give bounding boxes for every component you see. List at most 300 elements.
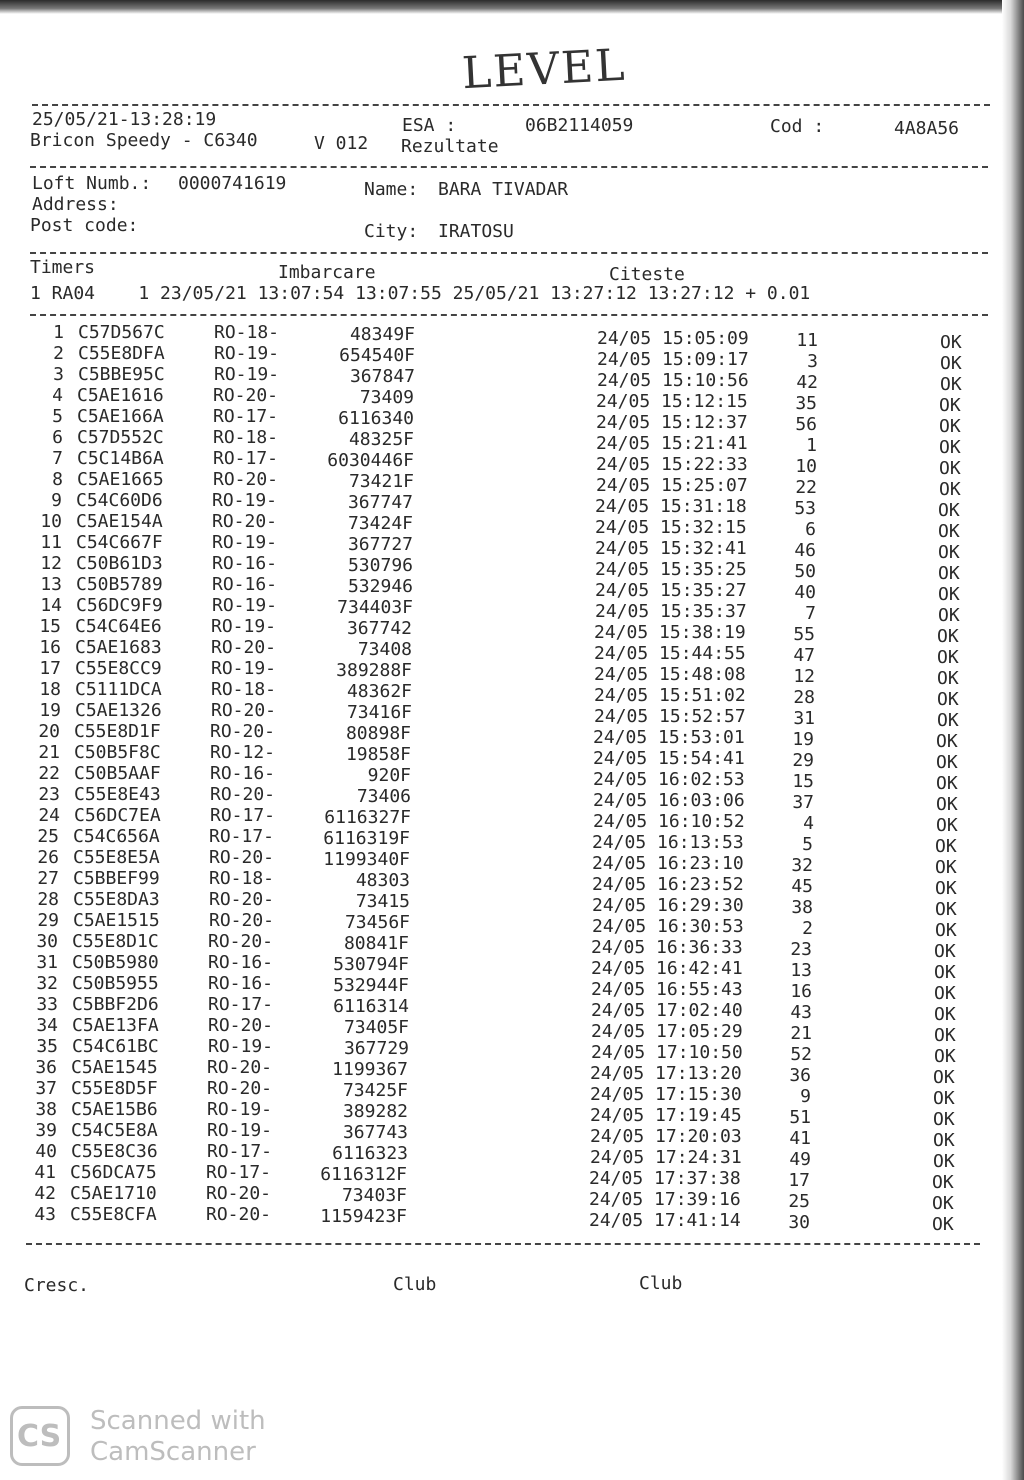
arrival-time: 24/05 17:02:40 [591, 1000, 743, 1021]
ring-code: C54C60D6 [76, 490, 163, 511]
ring-code: C5AE1326 [75, 700, 162, 721]
ring-code: C5AE1545 [71, 1057, 158, 1078]
table-row [0, 490, 998, 521]
arrival-time: 24/05 16:30:53 [592, 916, 744, 937]
ring-code: C5AE13FA [72, 1015, 159, 1036]
ring-prefix: RO-16- [210, 763, 276, 784]
ring-code: C55E8CC9 [75, 658, 162, 679]
table-row [0, 406, 999, 437]
ring-number: 73425F [342, 1080, 408, 1101]
ring-code: C56DC7EA [74, 805, 161, 826]
arrival-time: 24/05 16:29:30 [592, 895, 744, 916]
ring-prefix: RO-19- [207, 1120, 273, 1141]
arrival-time: 24/05 15:38:19 [594, 622, 746, 643]
footer-club: Club [639, 1273, 683, 1294]
rank: 9 [800, 1086, 811, 1107]
status: OK [936, 794, 958, 815]
ring-number: 80841F [343, 933, 409, 954]
row-number: 38 [35, 1099, 57, 1120]
ring-prefix: RO-18- [209, 868, 275, 889]
row-number: 43 [34, 1204, 56, 1225]
table-row [0, 763, 996, 794]
rank: 25 [788, 1191, 810, 1212]
status: OK [938, 500, 960, 521]
ring-prefix: RO-17- [207, 1141, 273, 1162]
ring-number: 6116314 [333, 996, 409, 1017]
table-row [0, 994, 994, 1025]
rank: 28 [793, 687, 815, 708]
status: OK [934, 962, 956, 983]
row-number: 41 [34, 1162, 56, 1183]
row-number: 40 [35, 1141, 57, 1162]
ring-prefix: RO-20- [212, 511, 278, 532]
status: OK [939, 395, 961, 416]
status: OK [932, 1172, 954, 1193]
arrival-time: 24/05 15:05:09 [597, 328, 749, 349]
arrival-time: 24/05 15:10:56 [597, 370, 749, 391]
ring-prefix: RO-20- [206, 1204, 272, 1225]
report-datetime: 25/05/21-13:28:19 [32, 109, 217, 130]
status: OK [940, 353, 962, 374]
ring-prefix: RO-17- [208, 994, 274, 1015]
table-row [0, 721, 996, 752]
table-row [0, 364, 1000, 395]
rank: 49 [789, 1149, 811, 1170]
ring-code: C54C656A [73, 826, 160, 847]
ring-prefix: RO-20- [210, 721, 276, 742]
rank: 35 [795, 393, 817, 414]
rank: 13 [790, 960, 812, 981]
ring-prefix: RO-12- [210, 742, 276, 763]
status: OK [933, 1130, 955, 1151]
arrival-time: 24/05 17:37:38 [589, 1168, 741, 1189]
rank: 1 [806, 435, 817, 456]
rank: 19 [792, 729, 814, 750]
ring-number: 73421F [348, 471, 414, 492]
status: OK [935, 836, 957, 857]
status: OK [937, 710, 959, 731]
status: OK [940, 374, 962, 395]
table-row [0, 343, 1000, 374]
status: OK [936, 731, 958, 752]
table-row [0, 1183, 992, 1214]
status: OK [938, 563, 960, 584]
rank: 29 [792, 750, 814, 771]
results-label: Rezultate [401, 136, 499, 157]
watermark-line2: CamScanner [90, 1437, 256, 1467]
rank: 7 [805, 603, 816, 624]
arrival-time: 24/05 15:52:57 [594, 706, 746, 727]
ring-number: 367727 [347, 534, 413, 555]
ring-number: 48325F [348, 429, 414, 450]
arrival-time: 24/05 16:02:53 [593, 769, 745, 790]
table-row [0, 511, 998, 542]
ring-number: 73415 [355, 891, 410, 912]
status: OK [934, 941, 956, 962]
ring-code: C5C14B6A [77, 448, 164, 469]
ring-code: C5AE1616 [77, 385, 164, 406]
table-row [0, 1015, 994, 1046]
arrival-time: 24/05 16:23:10 [592, 853, 744, 874]
ring-code: C55E8D1C [72, 931, 159, 952]
rank: 32 [791, 855, 813, 876]
status: OK [938, 605, 960, 626]
cod-value: 4A8A56 [894, 118, 960, 139]
ring-code: C54C64E6 [75, 616, 162, 637]
rank: 43 [790, 1002, 812, 1023]
table-row [0, 847, 995, 878]
ring-prefix: RO-19- [207, 1099, 273, 1120]
row-number: 21 [38, 742, 60, 763]
cod-label: Cod : [770, 116, 825, 137]
arrival-time: 24/05 15:32:15 [595, 517, 747, 538]
ring-code: C55E8D5F [71, 1078, 158, 1099]
table-row [0, 805, 996, 836]
status: OK [938, 521, 960, 542]
row-number: 26 [37, 847, 59, 868]
rank: 4 [803, 813, 814, 834]
row-number: 37 [35, 1078, 57, 1099]
row-number: 17 [39, 658, 61, 679]
status: OK [940, 332, 962, 353]
arrival-time: 24/05 15:53:01 [593, 727, 745, 748]
ring-code: C5AE1665 [77, 469, 164, 490]
row-number: 1 [53, 322, 64, 343]
status: OK [939, 416, 961, 437]
table-row [0, 574, 998, 605]
ring-prefix: RO-19- [208, 1036, 274, 1057]
arrival-time: 24/05 15:12:37 [596, 412, 748, 433]
arrival-time: 24/05 15:12:15 [596, 391, 748, 412]
rank: 55 [793, 624, 815, 645]
status: OK [935, 920, 957, 941]
read-label: Citeste [609, 264, 685, 285]
table-row [0, 637, 997, 668]
table-row [0, 322, 1000, 353]
arrival-time: 24/05 15:51:02 [594, 685, 746, 706]
rank: 23 [790, 939, 812, 960]
row-number: 27 [37, 868, 59, 889]
row-number: 23 [38, 784, 60, 805]
table-row [0, 784, 996, 815]
divider [26, 1243, 980, 1245]
status: OK [936, 773, 958, 794]
ring-number: 73406 [356, 786, 411, 807]
ring-code: C5AE1683 [75, 637, 162, 658]
ring-prefix: RO-19- [214, 364, 280, 385]
ring-code: C54C5E8A [71, 1120, 158, 1141]
rank: 56 [795, 414, 817, 435]
device-name: Bricon Speedy - C6340 [30, 130, 258, 151]
arrival-time: 24/05 15:35:37 [595, 601, 747, 622]
arrival-time: 24/05 16:23:52 [592, 874, 744, 895]
table-row [0, 742, 996, 773]
ring-code: C54C61BC [72, 1036, 159, 1057]
row-number: 2 [53, 343, 64, 364]
ring-number: 532944F [333, 975, 409, 996]
rank: 37 [792, 792, 814, 813]
row-number: 33 [36, 994, 58, 1015]
divider [30, 252, 988, 254]
arrival-time: 24/05 17:19:45 [590, 1105, 742, 1126]
ring-prefix: RO-20- [208, 931, 274, 952]
camscanner-logo: CS [10, 1406, 70, 1466]
rank: 47 [793, 645, 815, 666]
ring-code: C50B5955 [72, 973, 159, 994]
arrival-time: 24/05 16:10:52 [593, 811, 745, 832]
table-row [0, 973, 994, 1004]
ring-prefix: RO-17- [206, 1162, 272, 1183]
ring-number: 6030446F [327, 450, 414, 471]
row-number: 7 [52, 448, 63, 469]
ring-prefix: RO-18- [211, 679, 277, 700]
ring-prefix: RO-20- [213, 385, 279, 406]
ring-number: 389288F [336, 660, 412, 681]
row-number: 39 [35, 1120, 57, 1141]
arrival-time: 24/05 15:22:33 [596, 454, 748, 475]
ring-number: 48362F [346, 681, 412, 702]
ring-code: C5BBEF99 [73, 868, 160, 889]
status: OK [935, 857, 957, 878]
status: OK [934, 1004, 956, 1025]
rank: 50 [794, 561, 816, 582]
ring-prefix: RO-20- [210, 784, 276, 805]
ring-prefix: RO-20- [213, 469, 279, 490]
table-row [0, 1162, 992, 1193]
row-number: 29 [37, 910, 59, 931]
row-number: 13 [40, 574, 62, 595]
ring-code: C56DC9F9 [76, 595, 163, 616]
ring-code: C55E8C36 [71, 1141, 158, 1162]
arrival-time: 24/05 17:20:03 [590, 1126, 742, 1147]
status: OK [937, 668, 959, 689]
rank: 17 [788, 1170, 810, 1191]
rank: 5 [802, 834, 813, 855]
table-row [0, 532, 998, 563]
row-number: 20 [38, 721, 60, 742]
ring-prefix: RO-19- [212, 595, 278, 616]
ring-prefix: RO-20- [207, 1057, 273, 1078]
city-label: City: [364, 221, 419, 242]
row-number: 34 [36, 1015, 58, 1036]
table-row [0, 1099, 993, 1130]
ring-code: C5BBF2D6 [72, 994, 159, 1015]
ring-prefix: RO-20- [209, 910, 275, 931]
status: OK [933, 1109, 955, 1130]
rank: 40 [794, 582, 816, 603]
table-row [0, 868, 995, 899]
timer-line: 1 RA04 1 23/05/21 13:07:54 13:07:55 25/05/21 13:27:12 13:27:12 + 0.01 [30, 283, 811, 304]
status: OK [933, 1088, 955, 1109]
ring-code: C50B5789 [76, 574, 163, 595]
rank: 16 [790, 981, 812, 1002]
ring-number: 19858F [345, 744, 411, 765]
esa-label: ESA : [402, 115, 457, 136]
ring-number: 367747 [347, 492, 413, 513]
row-number: 11 [40, 532, 62, 553]
ring-number: 920F [367, 765, 411, 786]
table-row [0, 700, 997, 731]
ring-code: C55E8D1F [74, 721, 161, 742]
divider [30, 314, 988, 316]
ring-code: C5AE166A [77, 406, 164, 427]
rank: 53 [794, 498, 816, 519]
ring-prefix: RO-17- [210, 805, 276, 826]
arrival-time: 24/05 15:35:25 [595, 559, 747, 580]
row-number: 25 [37, 826, 59, 847]
table-row [0, 595, 998, 626]
table-row [0, 1120, 993, 1151]
rank: 22 [795, 477, 817, 498]
arrival-time: 24/05 15:35:27 [595, 580, 747, 601]
ring-number: 1159423F [320, 1206, 407, 1227]
ring-number: 1199367 [332, 1059, 408, 1080]
table-row [0, 553, 998, 584]
city-value: IRATOSU [438, 221, 514, 242]
loft-number: 0000741619 [178, 173, 287, 194]
ring-code: C54C667F [76, 532, 163, 553]
ring-code: C5BBE95C [78, 364, 165, 385]
rank: 36 [789, 1065, 811, 1086]
ring-prefix: RO-19- [211, 616, 277, 637]
ring-prefix: RO-16- [208, 952, 274, 973]
status: OK [936, 815, 958, 836]
table-row [0, 931, 994, 962]
table-row [0, 469, 999, 500]
ring-number: 73456F [344, 912, 410, 933]
table-row [0, 427, 999, 458]
ring-code: C55E8CFA [70, 1204, 157, 1225]
table-row [0, 1036, 994, 1067]
row-number: 4 [52, 385, 63, 406]
timers-label: Timers [30, 257, 96, 278]
ring-code: C5AE1515 [73, 910, 160, 931]
row-number: 28 [37, 889, 59, 910]
ring-number: 367847 [349, 366, 415, 387]
ring-code: C56DCA75 [70, 1162, 157, 1183]
ring-prefix: RO-17- [209, 826, 275, 847]
ring-code: C50B5F8C [74, 742, 161, 763]
table-row [0, 385, 999, 416]
name-label: Name: [364, 179, 419, 200]
ring-number: 532946 [347, 576, 413, 597]
status: OK [934, 1025, 956, 1046]
arrival-time: 24/05 16:55:43 [591, 979, 743, 1000]
row-number: 42 [34, 1183, 56, 1204]
ring-number: 73416F [346, 702, 412, 723]
table-row [0, 1204, 992, 1235]
arrival-time: 24/05 15:21:41 [596, 433, 748, 454]
rank: 38 [791, 897, 813, 918]
scan-edge-top [0, 0, 1024, 14]
arrival-time: 24/05 15:32:41 [595, 538, 747, 559]
watermark-line1: Scanned with [90, 1406, 266, 1436]
rank: 52 [790, 1044, 812, 1065]
handwritten-note: LEVEL [460, 39, 628, 100]
footer-club: Club [393, 1274, 437, 1295]
arrival-time: 24/05 16:42:41 [591, 958, 743, 979]
ring-prefix: RO-20- [211, 637, 277, 658]
ring-number: 389282 [342, 1101, 408, 1122]
scan-edge-right [1002, 0, 1024, 1480]
row-number: 5 [52, 406, 63, 427]
row-number: 10 [40, 511, 62, 532]
ring-code: C55E8DFA [78, 343, 165, 364]
ring-prefix: RO-17- [213, 406, 279, 427]
rank: 2 [802, 918, 813, 939]
ring-code: C57D567C [78, 322, 165, 343]
ring-prefix: RO-16- [212, 553, 278, 574]
divider [30, 166, 988, 168]
ring-code: C50B5AAF [74, 763, 161, 784]
ring-prefix: RO-20- [211, 700, 277, 721]
status: OK [935, 899, 957, 920]
ring-prefix: RO-19- [212, 532, 278, 553]
ring-number: 6116319F [323, 828, 410, 849]
table-row [0, 1078, 993, 1109]
ring-number: 73405F [343, 1017, 409, 1038]
ring-prefix: RO-20- [208, 1015, 274, 1036]
status: OK [934, 983, 956, 1004]
ring-code: C5AE154A [76, 511, 163, 532]
ring-number: 654540F [339, 345, 415, 366]
esa-value: 06B2114059 [525, 115, 634, 136]
arrival-time: 24/05 17:39:16 [589, 1189, 741, 1210]
row-number: 15 [39, 616, 61, 637]
postcode-label: Post code: [30, 215, 139, 236]
ring-number: 73424F [347, 513, 413, 534]
status: OK [937, 626, 959, 647]
status: OK [938, 542, 960, 563]
row-number: 32 [36, 973, 58, 994]
row-number: 22 [38, 763, 60, 784]
ring-code: C50B61D3 [76, 553, 163, 574]
status: OK [934, 1046, 956, 1067]
loft-label: Loft Numb.: [32, 173, 152, 194]
ring-prefix: RO-19- [211, 658, 277, 679]
status: OK [936, 752, 958, 773]
table-row [0, 952, 994, 983]
arrival-time: 24/05 17:13:20 [590, 1063, 742, 1084]
ring-code: C5AE15B6 [71, 1099, 158, 1120]
ring-number: 367743 [342, 1122, 408, 1143]
rank: 51 [789, 1107, 811, 1128]
status: OK [939, 458, 961, 479]
status: OK [937, 689, 959, 710]
row-number: 36 [35, 1057, 57, 1078]
ring-prefix: RO-20- [209, 889, 275, 910]
ring-number: 530794F [333, 954, 409, 975]
ring-code: C55E8E43 [74, 784, 161, 805]
rank: 11 [796, 330, 818, 351]
divider [32, 104, 990, 106]
arrival-time: 24/05 16:36:33 [591, 937, 743, 958]
row-number: 8 [52, 469, 63, 490]
rank: 42 [796, 372, 818, 393]
ring-number: 80898F [345, 723, 411, 744]
status: OK [935, 878, 957, 899]
ring-prefix: RO-19- [214, 343, 280, 364]
table-row [0, 448, 999, 479]
table-row [0, 910, 995, 941]
row-number: 35 [36, 1036, 58, 1057]
ring-code: C55E8DA3 [73, 889, 160, 910]
ring-prefix: RO-16- [212, 574, 278, 595]
arrival-time: 24/05 16:13:53 [592, 832, 744, 853]
table-row [0, 616, 997, 647]
footer-cresc: Cresc. [24, 1275, 90, 1296]
row-number: 12 [40, 553, 62, 574]
